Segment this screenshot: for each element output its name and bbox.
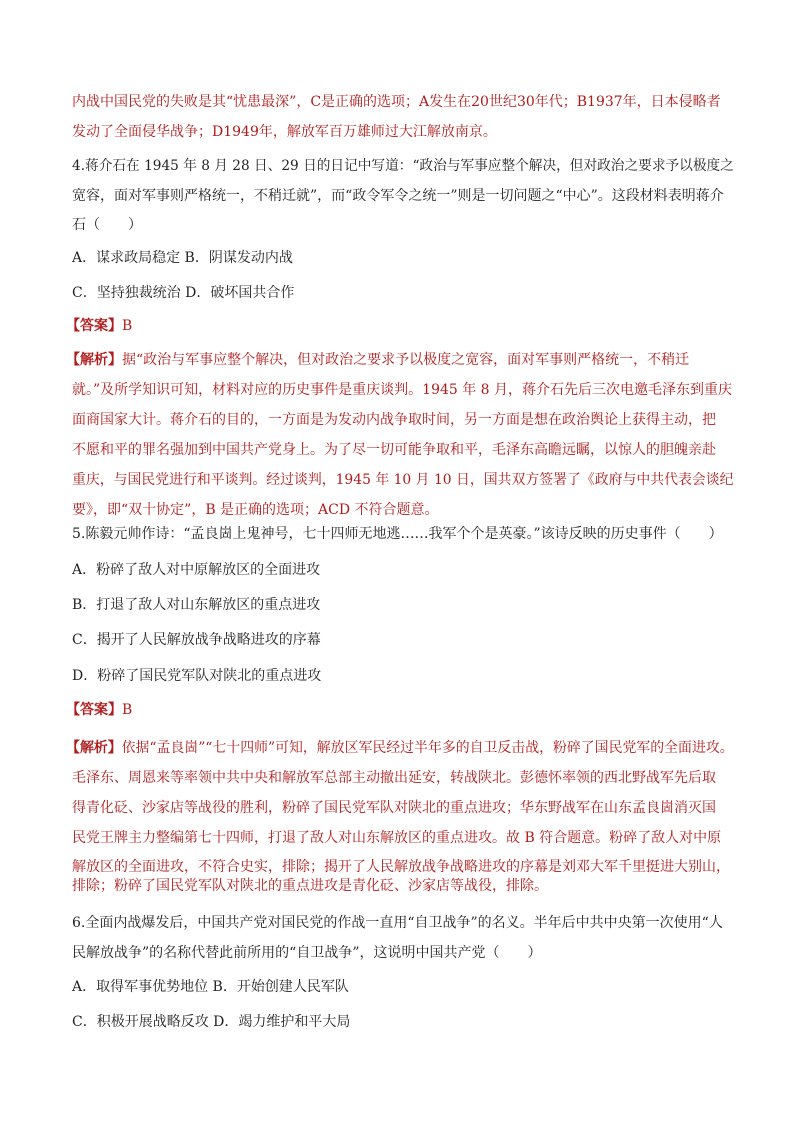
q5-analysis-line-4: 民党王牌主力整编第七十四师，打退了敌人对山东解放区的重点进攻。故 B 符合题意。粉碎了敌人对中原 [72, 830, 722, 846]
answer-value: B [122, 318, 133, 334]
answer-label: 【答案】 [66, 702, 122, 718]
q6-options-row-2: C．积极开展战略反攻 D．竭力维护和平大局 [72, 1014, 351, 1030]
prev-analysis-line-1: 内战中国民党的失败是其“忧患最深”，C是正确的选项；A发生在20世纪30年代；B1937年，日本侵略者 [72, 94, 721, 110]
q5-option-a: A．粉碎了敌人对中原解放区的全面进攻 [72, 562, 321, 578]
q4-analysis-line-4: 不愿和平的罪名强加到中国共产党身上。为了尽一切可能争取和平，毛泽东高瞻远瞩，以惊人的胆魄亲赴 [72, 442, 716, 458]
q4-options-row-2: C．坚持独裁统治 D．破坏国共合作 [72, 285, 295, 301]
answer-value: B [122, 702, 133, 718]
q5-analysis-line-3: 得青化砭、沙家店等战役的胜利，粉碎了国民党军队对陕北的重点进攻；华东野战军在山东孟良崮消灭国 [72, 800, 716, 816]
q4-stem-line-3: 石（ ） [72, 217, 142, 233]
q4-options-row-1: A．谋求政局稳定 B．阴谋发动内战 [72, 250, 293, 266]
q5-answer [66, 700, 132, 720]
q5-analysis-line-1: 【解析】依据“孟良崮”“七十四师”可知，解放区军民经过半年多的自卫反击战，粉碎了国民党军的全面进攻。 [66, 740, 734, 756]
q5-option-b: B．打退了敌人对山东解放区的重点进攻 [72, 597, 321, 613]
analysis-label: 【解析】 [66, 352, 122, 368]
q5-analysis-line-2: 毛泽东、周恩来等率领中共中央和解放军总部主动撤出延安，转战陕北。彭德怀率领的西北野战军先后取 [72, 770, 716, 786]
q4-analysis-line-5: 重庆，与国民党进行和平谈判。经过谈判，1945 年 10 月 10 日，国共双方签署了《政府与中共代表会谈纪 [72, 472, 734, 488]
q5-analysis-line-5: 解放区的全面进攻，不符合史实，排除；揭开了人民解放战争战略进攻的序幕是刘邓大军千里挺进大别山， [72, 859, 730, 875]
q5-option-c: C．揭开了人民解放战争战略进攻的序幕 [72, 632, 321, 648]
q5-analysis-line-6: 排除；粉碎了国民党军队对陕北的重点进攻是青化砭、沙家店等战役，排除。 [72, 878, 548, 894]
analysis-label: 【解析】 [66, 740, 122, 756]
q4-analysis-line-2: 就。”及所学知识可知，材料对应的历史事件是重庆谈判。1945 年 8 月，蒋介石先后三次电邀毛泽东到重庆 [72, 382, 733, 398]
q4-answer [66, 316, 132, 336]
q5-option-d: D．粉碎了国民党军队对陕北的重点进攻 [72, 668, 322, 684]
q4-stem-line-2: 宽容，面对军事则严格统一，不稍迁就”，而“政令军令之统一”则是一切问题之“中心”。这段材料表明蒋介 [72, 188, 724, 204]
q4-analysis-line-3: 面商国家大计。蒋介石的目的，一方面是为发动内战争取时间，另一方面是想在政治舆论上获得主动，把 [72, 412, 716, 428]
q6-stem-line-1: 6.全面内战爆发后，中国共产党对国民党的作战一直用“自卫战争”的名义。半年后中共中央第一次使用“人 [72, 915, 723, 931]
q5-stem: 5.陈毅元帅作诗：“孟良崮上鬼神号，七十四师无地逃……我军个个是英豪。”该诗反映的历史事件（ ） [72, 526, 723, 542]
q4-analysis-line-6: 要》，即“双十协定”，B 是正确的选项；ACD 不符合题意。 [72, 502, 439, 518]
answer-label: 【答案】 [66, 318, 122, 334]
q6-options-row-1: A．取得军事优势地位 B．开始创建人民军队 [72, 979, 349, 995]
q4-analysis-line-1: 【解析】据“政治与军事应整个解决，但对政治之要求予以极度之宽容，面对军事则严格统一，不稍迁 [66, 352, 690, 368]
q6-stem-line-2: 民解放战争”的名称代替此前所用的“自卫战争”，这说明中国共产党（ ） [72, 945, 542, 961]
q4-stem-line-1: 4.蒋介石在 1945 年 8 月 28 日、29 日的日记中写道：“政治与军事应整个解决，但对政治之要求予以极度之 [72, 158, 734, 174]
prev-analysis-line-2: 发动了全面侵华战争；D1949年，解放军百万雄师过大江解放南京。 [72, 124, 497, 140]
